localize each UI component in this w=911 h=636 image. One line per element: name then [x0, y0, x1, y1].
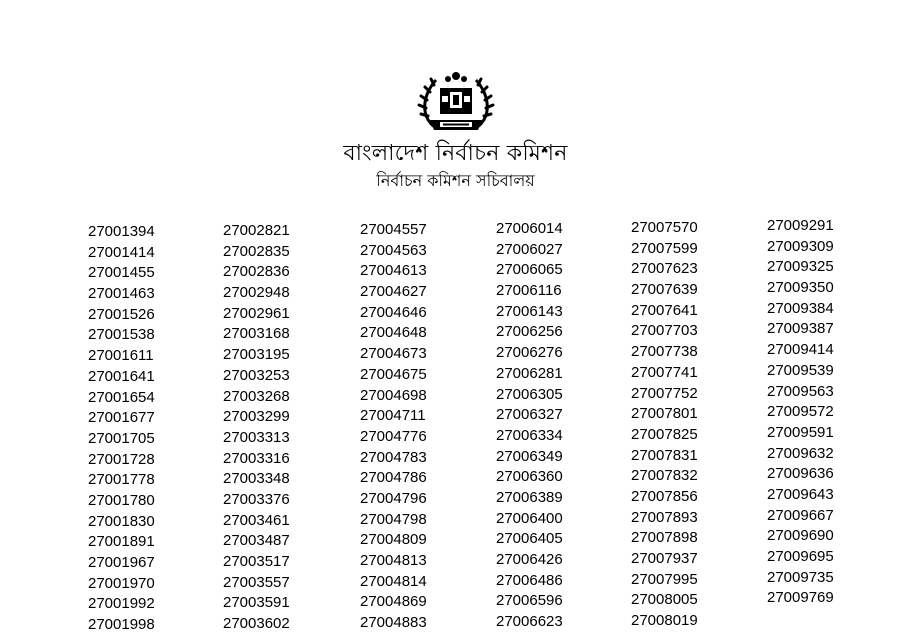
list-item: 27001414 [88, 243, 155, 261]
list-item: 27009325 [767, 258, 834, 276]
organization-subtitle: নির্বাচন কমিশন সচিবালয় [376, 171, 535, 190]
number-column-2 [223, 221, 333, 635]
list-item: 27007703 [631, 322, 698, 340]
list-item: 27006027 [496, 240, 563, 258]
list-item: 27004698 [360, 386, 427, 404]
list-item: 27009591 [767, 423, 834, 441]
list-item: 27009572 [767, 403, 834, 421]
list-item: 27003268 [223, 387, 290, 405]
list-item: 27006143 [496, 302, 563, 320]
list-item: 27006360 [496, 468, 563, 486]
list-item: 27006486 [496, 571, 563, 589]
list-item: 27009695 [767, 548, 834, 565]
list-item: 27004557 [360, 221, 427, 238]
list-item: 27002961 [223, 304, 290, 322]
list-item: 27003557 [223, 573, 290, 591]
list-item: 27007893 [631, 508, 698, 526]
list-item: 27007856 [631, 487, 698, 505]
list-item: 27001891 [88, 533, 155, 551]
list-item: 27003253 [223, 366, 290, 384]
list-item: 27001780 [88, 491, 155, 509]
list-item: 27006327 [496, 406, 563, 424]
list-item: 27009414 [767, 341, 834, 359]
list-item: 27001677 [88, 409, 155, 427]
list-item: 27003348 [223, 470, 290, 488]
list-item: 27001992 [88, 595, 155, 613]
list-item: 27001455 [88, 264, 155, 282]
list-item: 27001967 [88, 554, 155, 571]
list-item: 27009769 [767, 589, 834, 607]
list-item: 27006349 [496, 447, 563, 465]
list-item: 27007599 [631, 239, 698, 257]
list-item: 27001830 [88, 512, 155, 530]
list-item: 27002821 [223, 222, 290, 239]
list-item: 27004783 [360, 448, 427, 466]
list-item: 27004673 [360, 345, 427, 363]
list-item: 27006334 [496, 426, 563, 444]
list-item: 27001654 [88, 388, 155, 406]
list-item: 27001705 [88, 429, 155, 447]
list-item: 27002835 [223, 242, 290, 260]
list-item: 27004796 [360, 489, 427, 507]
number-column-5 [631, 218, 741, 632]
list-item: 27003591 [223, 594, 290, 612]
list-item: 27004883 [360, 614, 427, 632]
list-item: 27003461 [223, 511, 290, 529]
list-item: 27007623 [631, 260, 698, 278]
list-item: 27007898 [631, 529, 698, 547]
list-item: 27004675 [360, 365, 427, 383]
list-item: 27006065 [496, 261, 563, 279]
list-item: 27001463 [88, 285, 155, 303]
number-column-1 [88, 222, 198, 636]
list-item: 27007995 [631, 570, 698, 588]
list-item: 27006014 [496, 220, 563, 237]
list-item: 27009384 [767, 299, 834, 317]
list-item: 27006305 [496, 385, 563, 403]
list-item: 27003487 [223, 532, 290, 550]
list-item: 27004813 [360, 552, 427, 569]
list-item: 27009690 [767, 527, 834, 545]
list-item: 27004613 [360, 262, 427, 280]
list-item: 27003316 [223, 449, 290, 467]
list-item: 27003195 [223, 346, 290, 364]
list-item: 27008005 [631, 591, 698, 609]
list-item: 27009387 [767, 320, 834, 338]
list-item: 27006256 [496, 323, 563, 341]
list-item: 27006405 [496, 530, 563, 548]
list-item: 27006281 [496, 364, 563, 382]
list-item: 27001778 [88, 471, 155, 489]
list-item: 27008019 [631, 612, 698, 630]
list-item: 27004648 [360, 324, 427, 342]
list-item: 27004776 [360, 427, 427, 445]
list-item: 27006596 [496, 592, 563, 610]
list-item: 27007639 [631, 281, 698, 299]
list-item: 27004786 [360, 469, 427, 487]
list-item: 27007832 [631, 467, 698, 485]
list-item: 27009636 [767, 465, 834, 483]
list-item: 27003299 [223, 408, 290, 426]
number-column-6 [767, 216, 877, 609]
list-item: 27001970 [88, 574, 155, 592]
number-column-3 [360, 220, 470, 634]
list-item: 27009563 [767, 382, 834, 400]
list-item: 27007801 [631, 405, 698, 423]
list-item: 27004646 [360, 303, 427, 321]
list-item: 27009291 [767, 217, 834, 234]
list-item: 27009667 [767, 506, 834, 524]
list-item: 27006623 [496, 613, 563, 631]
list-item: 27001728 [88, 450, 155, 468]
list-item: 27001641 [88, 367, 155, 385]
number-column-4 [496, 219, 606, 633]
list-item: 27007825 [631, 425, 698, 443]
list-item: 27004809 [360, 531, 427, 549]
list-item: 27006116 [496, 282, 562, 300]
list-item: 27001998 [88, 616, 155, 634]
list-item: 27003517 [223, 553, 290, 570]
list-item: 27007937 [631, 550, 698, 567]
list-item: 27001538 [88, 326, 155, 344]
list-item: 27007570 [631, 219, 698, 236]
list-item: 27002836 [223, 263, 290, 281]
list-item: 27007741 [631, 363, 698, 381]
list-item: 27006276 [496, 344, 563, 362]
list-item: 27009735 [767, 568, 834, 586]
list-item: 27004627 [360, 283, 427, 301]
list-item: 27009539 [767, 361, 834, 379]
organization-name: বাংলাদেশ নির্বাচন কমিশন [343, 141, 568, 166]
list-item: 27004711 [360, 407, 426, 425]
list-item: 27009350 [767, 279, 834, 297]
list-item: 27004814 [360, 572, 427, 590]
list-item: 27006400 [496, 509, 563, 527]
list-item: 27004563 [360, 241, 427, 259]
list-item: 27007831 [631, 446, 698, 464]
list-item: 27003602 [223, 615, 290, 633]
list-item: 27001394 [88, 223, 155, 240]
list-item: 27003313 [223, 428, 290, 446]
list-item: 27004869 [360, 593, 427, 611]
list-item: 27001526 [88, 305, 155, 323]
list-item: 27007738 [631, 343, 698, 361]
list-item: 27002948 [223, 284, 290, 302]
list-item: 27007641 [631, 301, 698, 319]
list-item: 27003376 [223, 490, 290, 508]
list-item: 27006426 [496, 551, 563, 568]
list-item: 27004798 [360, 510, 427, 528]
list-item: 27009632 [767, 444, 834, 462]
list-item: 27003168 [223, 325, 290, 343]
list-item: 27006389 [496, 488, 563, 506]
list-item: 27009643 [767, 485, 834, 503]
list-item: 27007752 [631, 384, 698, 402]
list-item: 27001611 [88, 347, 154, 365]
list-item: 27009309 [767, 237, 834, 255]
